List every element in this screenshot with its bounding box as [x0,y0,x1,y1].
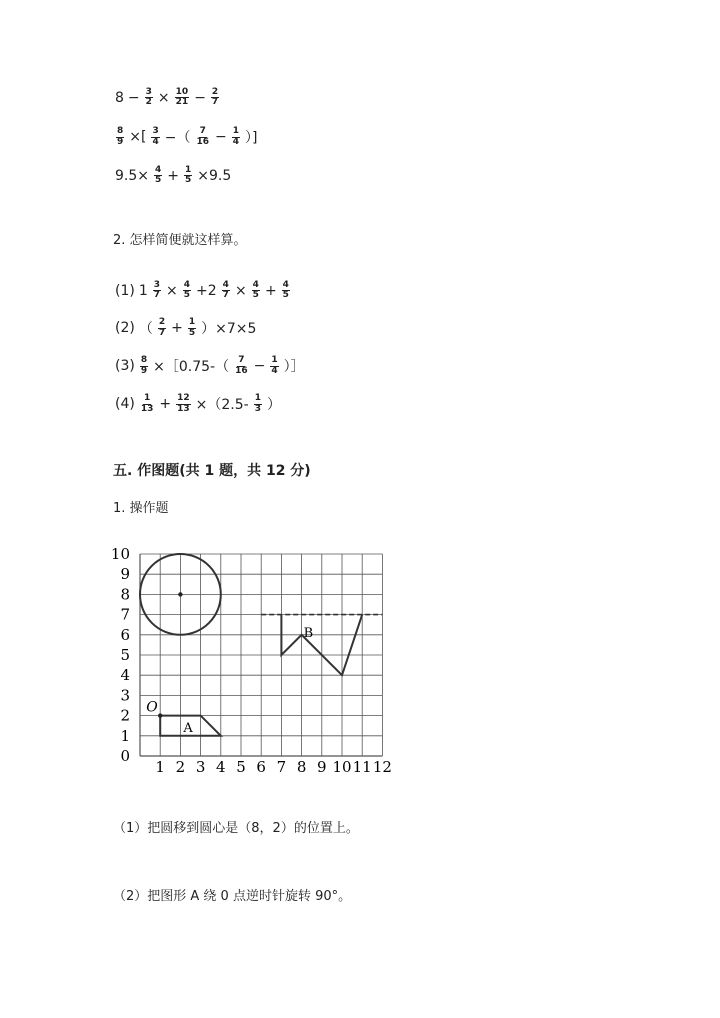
x-tick-label: 3 [195,758,206,776]
operator: +2 [196,282,217,299]
y-tick-label: 2 [120,706,130,725]
y-tick-label: 10 [110,545,130,563]
coordinate-grid-figure [100,540,400,780]
y-tick-label: 9 [120,565,130,584]
question-2-title: 2. 怎样简便就这样算。 [113,233,247,248]
operator: ×[ [129,129,147,145]
fraction: $\frac{10}{21}$ [175,87,189,108]
calc-expression-1 [113,88,222,108]
fraction: $\frac{4}{5}$ [183,280,191,301]
operator: × [157,89,170,106]
label-o: O [146,699,158,716]
fraction: $\frac{1}{13}$ [140,393,154,414]
label-a: A [183,720,193,736]
part-label: (2) [115,320,135,336]
question-2-part-3 [113,356,307,376]
fraction: $\frac{1}{5}$ [188,317,196,338]
y-tick-label: 8 [120,585,130,604]
fraction: $\frac{4}{5}$ [155,165,162,186]
fraction: $\frac{3}{2}$ [145,87,152,108]
x-tick-label: 6 [256,758,266,776]
fraction: $\frac{4}{5}$ [252,280,259,301]
x-tick-label: 1 [155,758,165,776]
fraction: $\frac{1}{5}$ [185,165,192,186]
y-tick-label: 7 [120,605,130,624]
label-b: B [303,625,314,641]
fraction: $\frac{2}{7}$ [211,87,219,108]
x-tick-label: 11 [352,758,372,776]
grid-lines [140,554,382,756]
x-axis-ticks [155,758,392,776]
fraction: $\frac{8}{9}$ [117,126,124,147]
task-1: （1）把圆移到圆心是（8，2）的位置上。 [113,821,359,836]
operator: − [127,89,140,106]
number: 9.5× [115,167,149,184]
question-2-part-2 [113,318,258,338]
fraction: $\frac{1}{4}$ [271,355,278,376]
x-tick-label: 9 [317,758,327,776]
x-tick-label: 8 [296,758,307,776]
operator: + [159,396,172,412]
y-tick-label: 5 [120,646,130,664]
fraction: $\frac{2}{7}$ [158,317,166,338]
operator: （ [138,321,153,337]
fraction: $\frac{3}{4}$ [152,126,159,147]
x-tick-label: 5 [236,758,246,776]
operator: ）］ [283,359,305,375]
calc-expression-2 [113,127,259,147]
y-tick-label: 1 [120,726,130,745]
x-tick-label: 2 [175,758,186,776]
operator: × [166,282,178,299]
question-2-part-1 [113,281,293,301]
fraction: $\frac{4}{7}$ [222,280,229,301]
operator: ×［0.75-（ [153,359,230,375]
section-5-subtitle: 1. 操作题 [113,501,169,516]
calc-expression-3 [113,166,233,186]
number: 8 [115,89,124,106]
fraction: $\frac{7}{16}$ [196,126,209,147]
x-tick-label: 7 [276,758,287,776]
fraction: $\frac{4}{5}$ [282,280,289,301]
y-axis-ticks [111,545,130,765]
operator: + [171,320,183,336]
fraction: $\frac{7}{16}$ [235,355,248,376]
task-2: （2）把图形 A 绕 0 点逆时针旋转 90°。 [113,889,352,904]
origin-dot [158,713,162,717]
x-tick-label: 4 [216,758,226,776]
section-5-heading: 五. 作图题(共 1 题，共 12 分) [113,463,311,479]
part-label: (4) [115,396,135,412]
operator: × [234,282,247,299]
operator: − [194,89,206,106]
operator: − [253,358,266,374]
fraction: $\frac{1}{3}$ [254,393,261,414]
y-tick-label: 0 [120,747,130,765]
x-tick-label: 10 [332,758,352,776]
y-tick-label: 4 [120,666,130,685]
part-label: (1) [115,282,135,299]
question-2-part-4 [113,394,283,414]
operator: −（ [164,130,191,146]
y-tick-label: 3 [120,686,130,705]
operator: ）×7×5 [201,321,257,337]
operator: ）] [245,130,258,146]
operator: + [167,167,179,184]
fraction: $\frac{1}{4}$ [232,126,239,147]
x-tick-label: 12 [372,758,392,776]
number: 1 [138,282,148,299]
part-label: (3) [115,358,135,374]
operator: − [215,129,227,145]
fraction: $\frac{3}{7}$ [153,280,161,301]
fraction: $\frac{8}{9}$ [140,355,148,376]
operator: ） [266,397,281,413]
operator: ×（2.5- [195,397,249,413]
y-tick-label: 6 [120,625,130,644]
circle-center-dot [178,592,182,596]
operator: + [264,282,277,299]
fraction: $\frac{12}{13}$ [177,393,190,414]
number: ×9.5 [197,167,232,184]
